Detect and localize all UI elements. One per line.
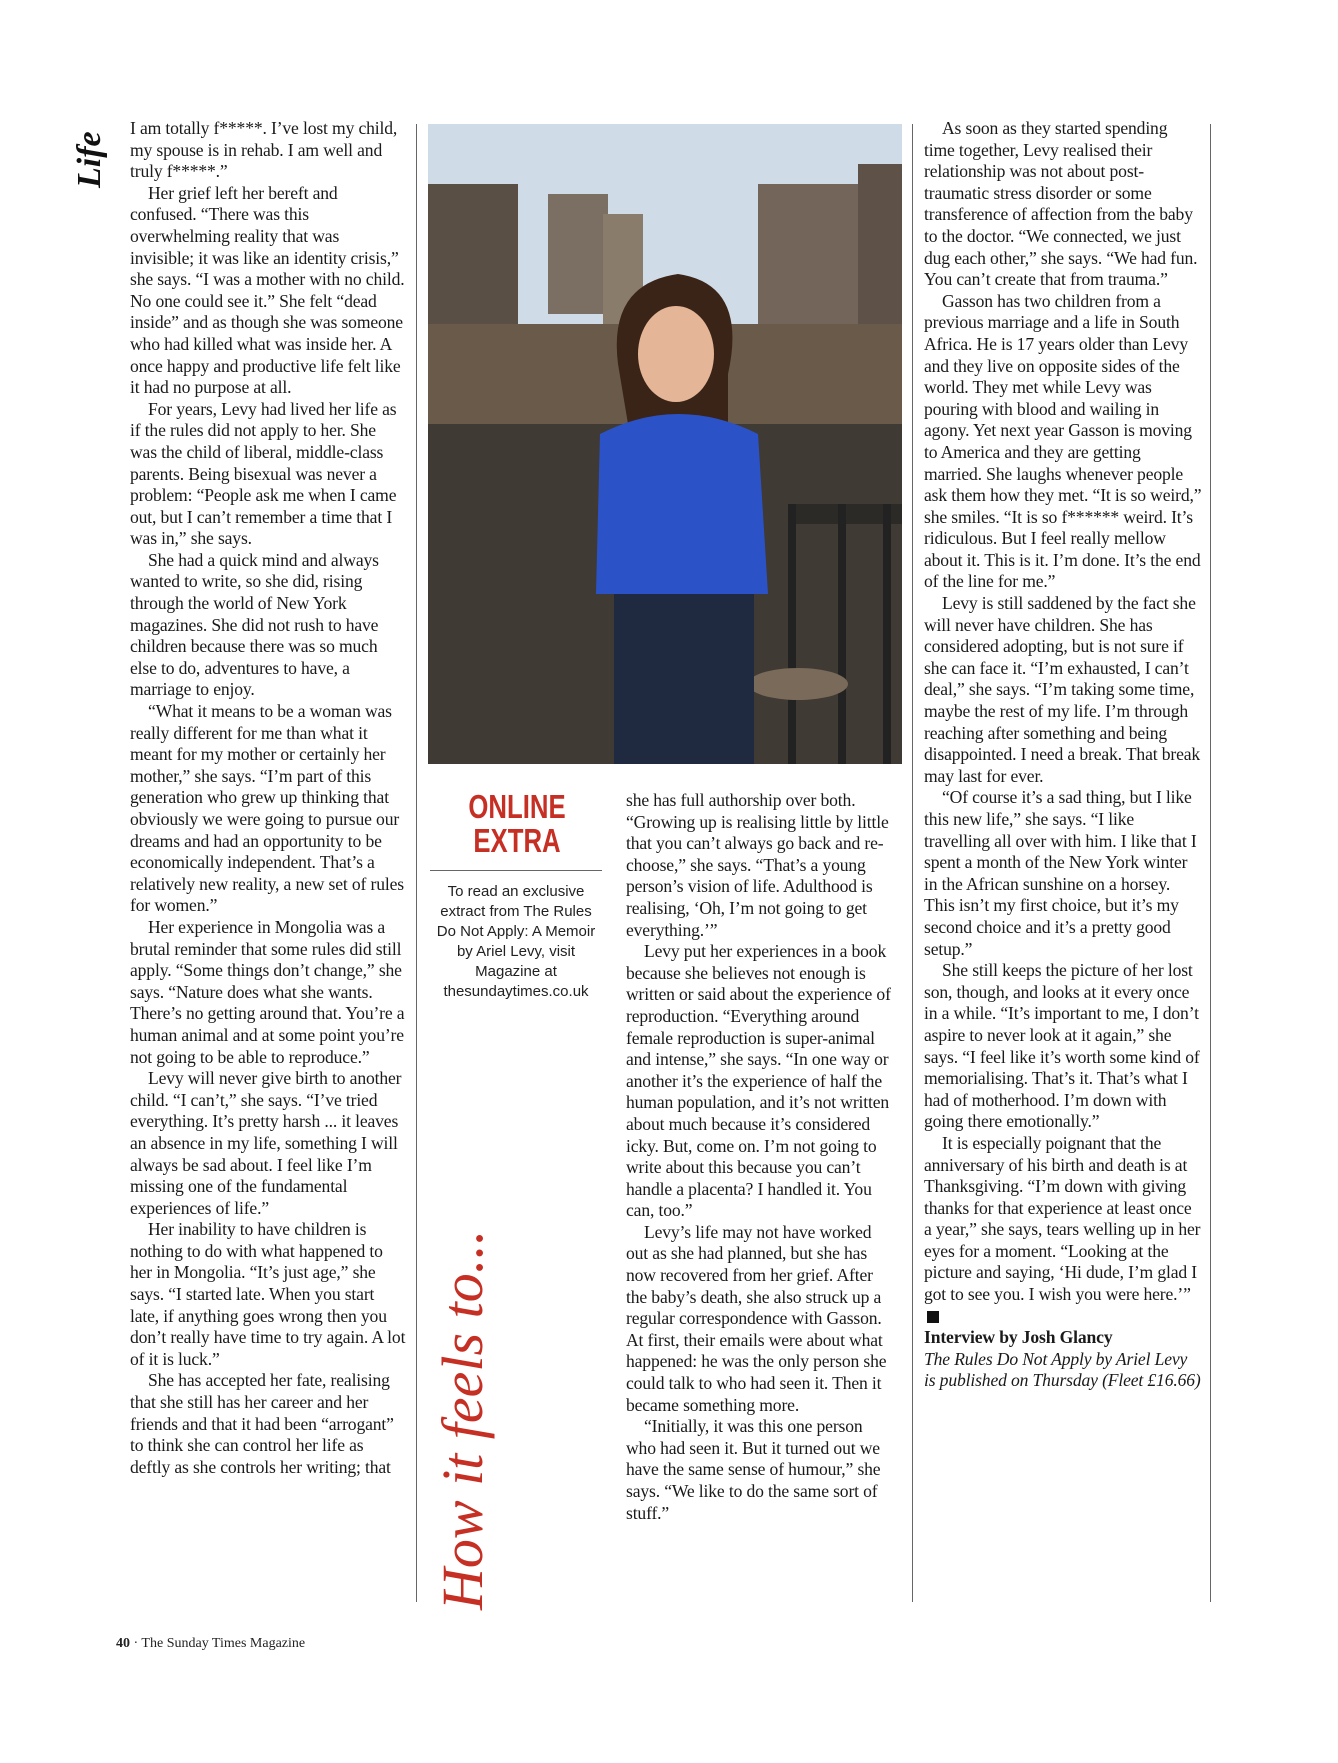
column-divider <box>1210 124 1211 1602</box>
paragraph: For years, Levy had lived her life as if the rules did not apply to her. She was the child of liberal, middle-class parents. Being bisexual was never a problem: “People ask me when I came out, but I can’t remember a time that I was in,” she says. <box>130 398 397 549</box>
paragraph: “Of course it’s a sad thing, but I like this new life,” she says. “I like travelling all over with him. I like that I spent a month of the New York winter in the African sunshine on a horsey. This isn’t my first choice, but it’s my second choice and it’s a pretty good setup.” <box>924 787 1197 959</box>
paragraph: Levy put her experiences in a book because she believes not enough is written or said about the experience of reproduction. “Everything around female reproduction is super-animal and intense,” she says. “In one way or another it’s the experience of half the human population, and it’s not written about much because it’s considered icky. But, come on. I’m not going to write about this because you can’t handle a placenta? I handled it. You can, too.” <box>626 941 891 1221</box>
vertical-headline <box>430 1110 500 1610</box>
publication-name: The Sunday Times Magazine <box>141 1636 306 1651</box>
online-extra-divider <box>430 870 602 871</box>
article-column-1 <box>130 118 406 1478</box>
photo-illustration <box>428 124 902 764</box>
end-mark-icon <box>927 1311 939 1323</box>
paragraph-final <box>924 1133 1202 1327</box>
book-note: The Rules Do Not Apply by Ariel Levy is published on Thursday (Fleet £16.66) <box>924 1348 1201 1391</box>
paragraph: Levy is still saddened by the fact she will never have children. She has considered adopting, but is not sure if she can face it. “I’m exhausted, I can’t deal,” she says. “I’m taking some time, maybe the rest of my life. I’m through reaching after something and being disappointed. I need a break. That break may last for ever. <box>924 593 1201 786</box>
page-number: 40 <box>116 1636 130 1651</box>
final-paragraph-text: It is especially poignant that the anniversary of his birth and death is at Thanksgiving. “I’m down with giving thanks for that experience at least once a year,” she says, tears welling up in her eyes for a moment. “Looking at the picture and saying, ‘Hi dude, I’m glad I got to see you. I wish you were here.’” <box>924 1132 1201 1305</box>
paragraph: As soon as they started spending time together, Levy realised their relationship was not about post-traumatic stress disorder or some transference of affection from the baby to the doctor. “We connected, we just dug each other,” she says. “We had fun. You can’t create that from trauma.” <box>924 118 1198 290</box>
paragraph: I am totally f*****. I’ve lost my child, my spouse is in rehab. I am well and truly f*****.” <box>130 118 398 182</box>
paragraph: She still keeps the picture of her lost son, though, and looks at it every once in a while. “It’s important to me, I don’t aspire to never look at it again,” she says. “I feel like it’s worth some kind of memorialising. That’s it. That’s what I had of motherhood. I’m down with going there emotionally.” <box>924 960 1200 1132</box>
column-divider <box>416 124 417 1602</box>
online-extra-text: To read an exclusive extract from The Rules Do Not Apply: A Memoir by Ariel Levy, visit Magazine at thesundaytimes.co.uk <box>436 883 596 1000</box>
paragraph: “What it means to be a woman was really different for me than what it meant for my mother or certainly her mother,” she says. “I’m part of this generation who grew up thinking that obviously we were going to pursue our dreams and had an opportunity to be economically independent. That’s a relatively new reality, a new set of rules for women.” <box>130 701 404 916</box>
paragraph: She has accepted her fate, realising that she still has her career and her friends and that it had been “arrogant” to think she can control her life as deftly as she controls her writing; that <box>130 1370 394 1477</box>
paragraph: She had a quick mind and always wanted to write, so she did, rising through the world of New York magazines. She did not rush to have children because there was so much else to do, adventures to have, a marriage to enjoy. <box>130 549 379 700</box>
section-tag <box>70 118 110 188</box>
paragraph: Her experience in Mongolia was a brutal reminder that some rules did still apply. “Some things don’t change,” she says. “Nature does what she wants. There’s no getting around that. You’re a human animal and at some point you’re not going to be able to reproduce.” <box>130 916 405 1067</box>
paragraph: “Initially, it was this one person who had seen it. But it turned out we have the same sense of humour,” she says. “We like to do the same sort of stuff.” <box>626 1416 881 1523</box>
article-column-3 <box>626 790 896 1524</box>
paragraph: Her inability to have children is nothing to do with what happened to her in Mongolia. “It’s just age,” she says. “I started late. When you start late, if anything goes wrong then you don’t really have time to try again. A lot of it is luck.” <box>130 1219 406 1369</box>
byline: Interview by Josh Glancy <box>924 1327 1113 1348</box>
paragraph: Levy will never give birth to another child. “I can’t,” she says. “I’ve tried everything. It’s pretty harsh ... it leaves an absence in my life, something I will always be sad about. I feel like I’m missing one of the fundamental experiences of life.” <box>130 1068 402 1218</box>
article-column-4 <box>924 118 1202 1392</box>
paragraph: Her grief left her bereft and confused. “There was this overwhelming reality that was invisible; it was like an identity crisis,” she says. “I was a mother with no child. No one could see it.” She felt “dead inside” and as though she was someone who had killed what was inside her. A once happy and productive life felt like it had no purpose at all. <box>130 182 405 398</box>
portrait-photo <box>428 124 902 764</box>
online-extra-title: ONLINE EXTRA <box>468 788 566 859</box>
paragraph: Gasson has two children from a previous marriage and a life in South Africa. He is 17 years older than Levy and they live on opposite sides of the world. They met while Levy was pouring with blood and wailing in agony. Yet next year Gasson is moving to America and they are getting married. She laughs whenever people ask them how they met. “It is so weird,” she smiles. “It is so f****** weird. It’s ridiculous. But I feel really mellow about it. This is it. I’m done. It’s the end of the line for me.” <box>924 290 1202 592</box>
series-title: How it feels to... <box>430 1229 495 1610</box>
footer-separator: · <box>130 1636 142 1651</box>
column-divider <box>912 124 913 1602</box>
page-footer <box>116 1636 305 1652</box>
paragraph: Levy’s life may not have worked out as she had planned, but she has now recovered from her grief. After the baby’s death, she also struck up a regular correspondence with Gasson. At first, their emails were about what happened: he was the only person she could talk to who had seen it. Then it became something more. <box>626 1221 887 1415</box>
paragraph: she has full authorship over both. “Growing up is realising little by little that you can’t always go back and re-choose,” she says. “That’s a young person’s vision of life. Adulthood is realising, ‘Oh, I’m not going to get everything.’” <box>626 790 889 940</box>
section-label: Life <box>71 131 108 188</box>
